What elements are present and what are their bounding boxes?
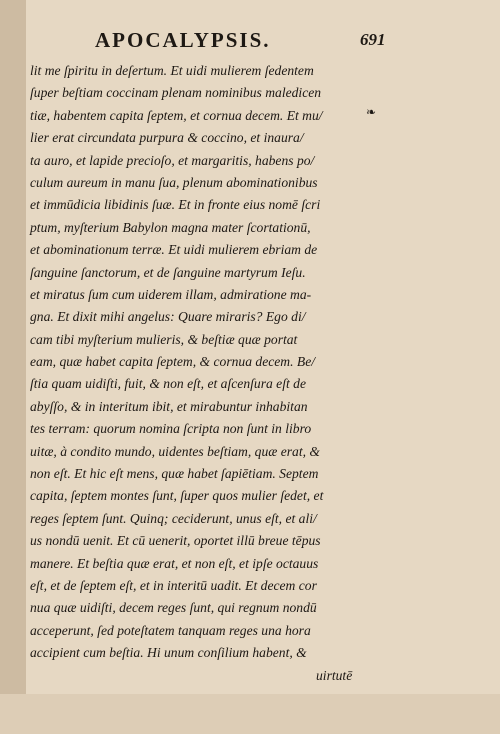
text-line: ta auro, et lapide precioſo, et margaritis, habens po/ xyxy=(30,152,315,168)
text-line: eam, quæ habet capita ſeptem, & cornua decem. Be/ xyxy=(30,354,316,370)
text-line: reges ſeptem ſunt. Quinq; ceciderunt, unus eſt, et ali/ xyxy=(30,510,317,526)
page-bottom-margin xyxy=(0,694,500,734)
text-line: capita, ſeptem montes ſunt, ſuper quos mulier ſedet, et xyxy=(30,488,324,504)
text-line: uitæ, à condito mundo, uidentes beſtiam, quæ erat, & xyxy=(30,443,320,459)
text-line: gna. Et dixit mihi angelus: Quare miraris? Ego di/ xyxy=(30,309,306,325)
text-line: non eſt. Et hic eſt mens, quæ habet ſapiētiam. Septem xyxy=(30,466,319,482)
text-line: ſanguine ſanctorum, et de ſanguine martyrum Ieſu. xyxy=(30,264,306,280)
body-text xyxy=(30,60,370,687)
page-number: 691 xyxy=(360,30,386,49)
text-line: us nondū uenit. Et cū uenerit, oportet illū breue tēpus xyxy=(30,533,321,549)
text-line: acceperunt, ſed poteſtatem tanquam reges una hora xyxy=(30,622,311,638)
text-line: et immūdicia libidinis ſuæ. Et in fronte eius nomē ſcri xyxy=(30,197,321,213)
text-line: nua quæ uidiſti, decem reges ſunt, qui regnum nondū xyxy=(30,600,317,616)
text-line: tes terram: quorum nomina ſcripta non ſunt in libro xyxy=(30,421,312,437)
text-line: tiæ, habentem capita ſeptem, et cornua decem. Et mu/ xyxy=(30,107,323,123)
text-line: accipient cum beſtia. Hi unum conſilium habent, & xyxy=(30,645,307,661)
text-line: ſuper beſtiam coccinam plenam nominibus maledicen xyxy=(30,85,322,101)
running-title: APOCALYPSIS. xyxy=(95,28,271,52)
text-line: abyſſo, & in interitum ibit, et mirabuntur inhabitan xyxy=(30,398,308,414)
page-header xyxy=(95,28,425,52)
text-line: et abominationum terræ. Et uidi mulierem ebriam de xyxy=(30,242,318,258)
text-line: ptum, myſterium Babylon magna mater ſcortationū, xyxy=(30,219,311,235)
text-line: ſtia quam uidiſti, fuit, & non eſt, et aſcenſura eſt de xyxy=(30,376,306,392)
text-line: lit me ſpiritu in deſertum. Et uidi mulierem ſedentem xyxy=(30,63,314,78)
page-gutter-shadow xyxy=(0,0,26,734)
text-line: eſt, et de ſeptem eſt, et in interitū uadit. Et decem cor xyxy=(30,577,317,593)
text-line: cam tibi myſterium mulieris, & beſtiæ quæ portat xyxy=(30,331,298,347)
text-line: lier erat circundata purpura & coccino, et inaura/ xyxy=(30,130,304,146)
catchword: uirtutē xyxy=(316,667,353,683)
text-line: manere. Et beſtia quæ erat, et non eſt, et ipſe octauus xyxy=(30,555,319,571)
text-line: culum aureum in manu ſua, plenum abominationibus xyxy=(30,174,318,190)
text-line: et miratus ſum cum uiderem illam, admiratione ma- xyxy=(30,286,312,302)
margin-mark: ❧ xyxy=(366,105,377,119)
